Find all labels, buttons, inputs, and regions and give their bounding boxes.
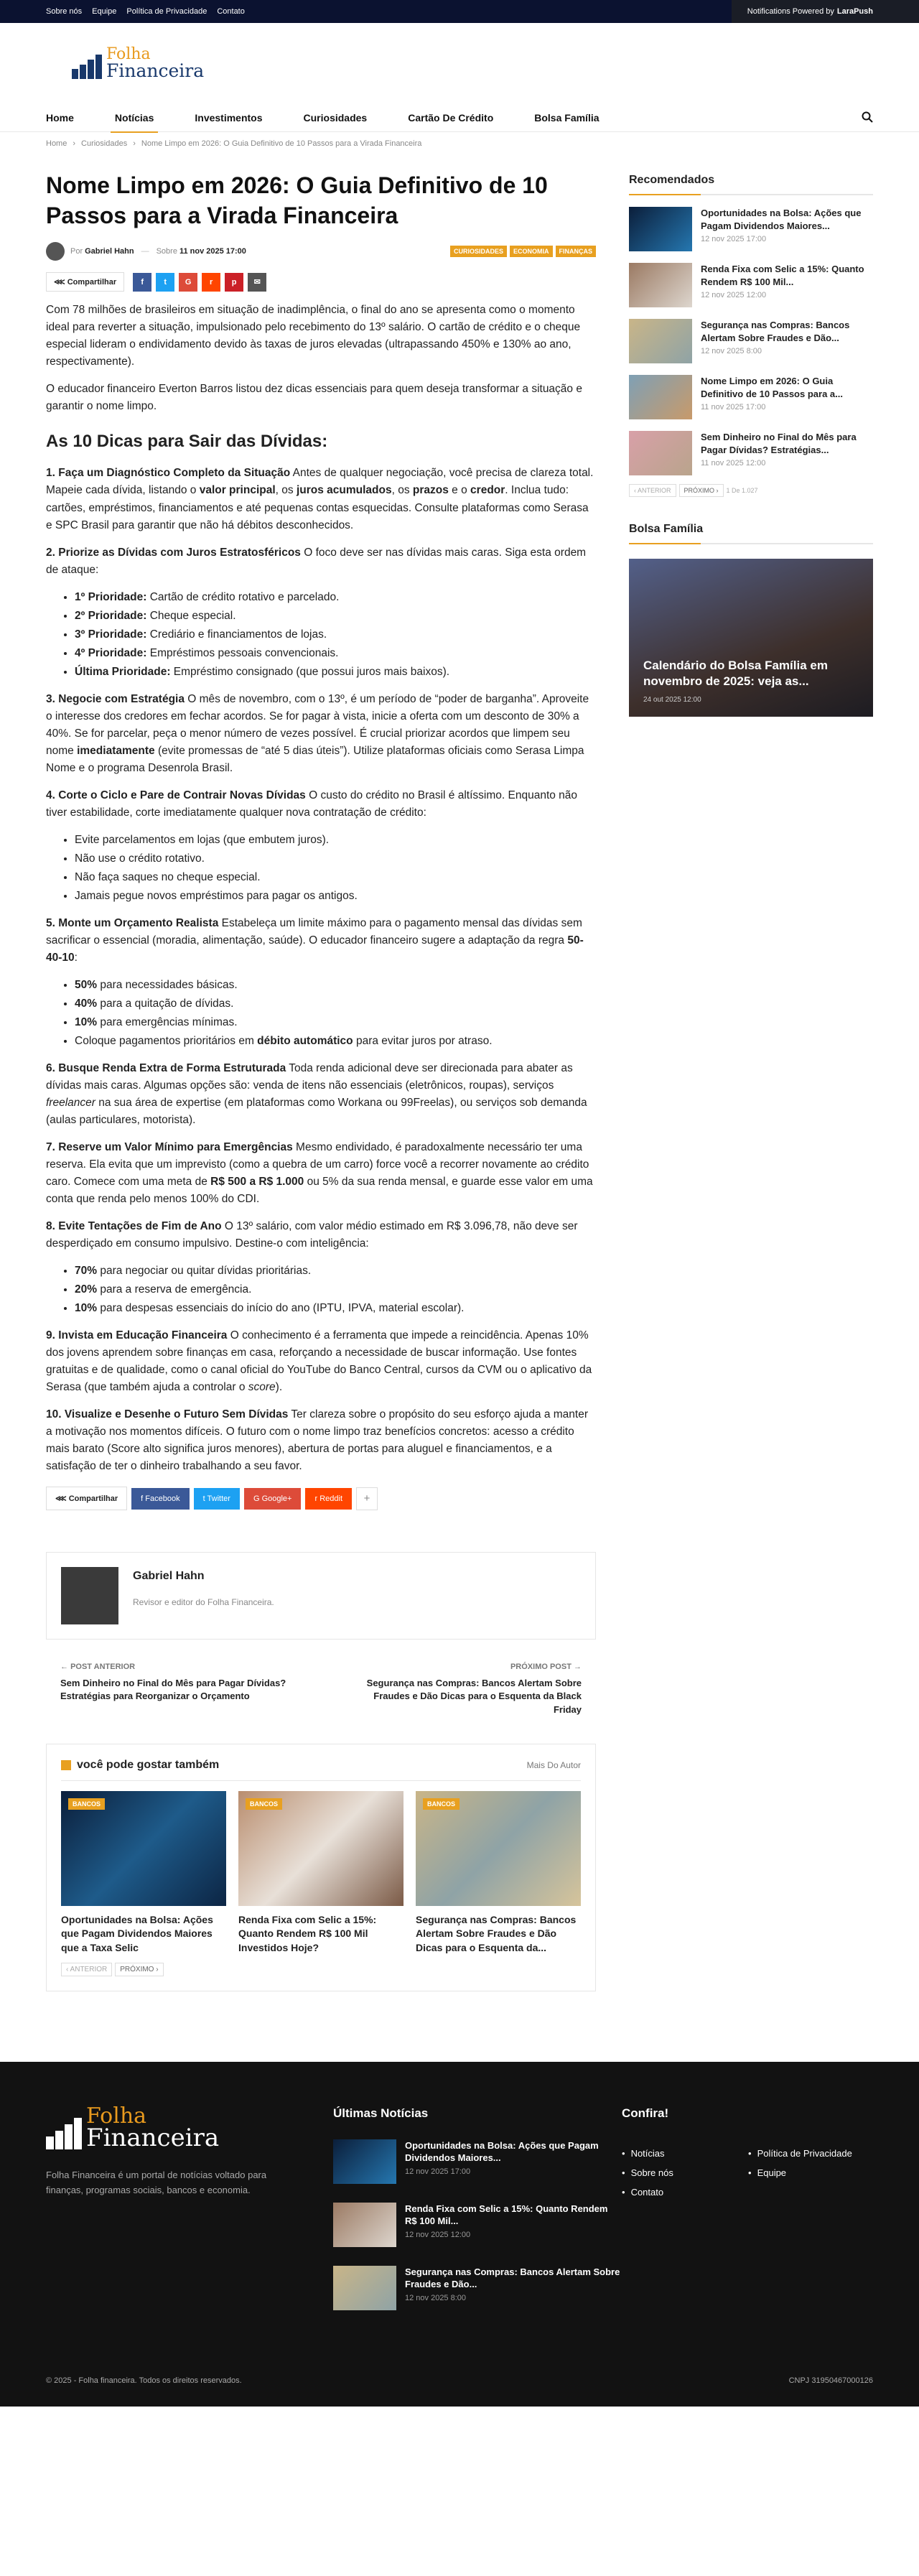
breadcrumb: Home › Curiosidades › Nome Limpo em 2026: O Guia Definitivo de 10 Passos para a Virada Financeira: [46, 139, 422, 148]
tip-5: 5. Monte um Orçamento Realista Estabeleça um limite máximo para o pagamento mensal das dívidas sem sacrificar o essencial (moradia, alimentação, saúde). O educador financeiro sugere a adaptação da regra 50-40-10:: [46, 916, 584, 964]
post-navigation: [46, 1663, 596, 1716]
author-box: [46, 1552, 596, 1640]
facebook-icon[interactable]: f: [133, 273, 151, 292]
list-item: • 20% para a reserva de emergência.: [75, 1281, 596, 1298]
site-footer: [0, 2062, 919, 2407]
top-link-equipe[interactable]: Equipe: [92, 7, 117, 16]
footer-logo[interactable]: Folha Financeira: [46, 2106, 333, 2150]
tip-4: 4. Corte o Ciclo e Pare de Contrair Novas Dívidas O custo do crédito no Brasil é altíssimo. Enquanto não tiver estabilidade, corte imediatamente qualquer nova contratação de crédito:: [46, 789, 578, 819]
share-bar-top: [46, 272, 596, 292]
next-post-link[interactable]: PRÓXIMO POST → Segurança nas Compras: Bancos Alertam Sobre Fraudes e Dão Dicas para o Esquenta da Black Friday: [366, 1663, 582, 1715]
author-name[interactable]: Gabriel Hahn: [85, 247, 134, 256]
budget-list: [75, 977, 596, 1050]
share-label: ⋘ Compartilhar: [46, 1487, 127, 1510]
nav-bolsa-familia[interactable]: Bolsa Família: [534, 111, 600, 124]
list-item: • Última Prioridade: Empréstimo consignado (que possui juros mais baixos).: [75, 664, 596, 681]
sidebar-pager: [629, 484, 873, 497]
nav-cartao[interactable]: Cartão De Crédito: [408, 111, 494, 124]
bolsa-familia-heading: Bolsa Família: [629, 523, 873, 544]
article-title: Nome Limpo em 2026: O Guia Definitivo de 10 Passos para a Virada Financeira: [46, 172, 548, 228]
sidebar-prev-button[interactable]: ‹ ANTERIOR: [629, 484, 676, 497]
logo-text-financeira: Financeira: [106, 60, 205, 81]
list-item: • 1º Prioridade: Cartão de crédito rotativo e parcelado.: [75, 589, 596, 606]
cnpj: CNPJ 31950467000126: [788, 2376, 873, 2385]
logo-bars-icon: [46, 2118, 82, 2149]
nav-noticias[interactable]: Notícias: [115, 103, 154, 132]
tip-7: 7. Reserve um Valor Mínimo para Emergências Mesmo endividado, é paradoxalmente necessário ter uma reserva. Ela evita que um imprevisto (como a quebra de um carro) force você a recorrer novamente ao crédito caro. Comece com uma meta de R$ 500 a R$ 1.000 ou 5% da sua renda mensal, e guarde esse valor em uma conta que renda pelo menos 100% do CDI.: [46, 1140, 593, 1206]
sidebar-post[interactable]: Nome Limpo em 2026: O Guia Definitivo de 10 Passos para a... 11 nov 2025 17:00: [629, 375, 873, 419]
stock-chart-image: BANCOS: [61, 1791, 226, 1906]
list-item: • 40% para a quitação de dívidas.: [75, 995, 596, 1013]
more-by-author-tab[interactable]: Mais Do Autor: [526, 1759, 581, 1770]
twitter-icon[interactable]: t: [156, 273, 174, 292]
footer-link-noticias[interactable]: • Notícias: [622, 2148, 748, 2159]
post-thumbnail: [333, 2266, 396, 2310]
nav-home[interactable]: Home: [46, 111, 74, 124]
logo-text-folha: Folha: [106, 45, 151, 63]
intro-paragraph-1: Com 78 milhões de brasileiros em situação de inadimplência, o final do ano se apresenta como o momento ideal para reverter a situação, impulsionado pelo recebimento do 13º salário. O cartão de crédito e o cheque especial lideram o endividamento devido às taxas de juros elevadas (ultrapassando 450% e 130% ao ano, respectivamente).: [46, 304, 581, 368]
author-photo[interactable]: [61, 1567, 118, 1624]
related-next-button[interactable]: PRÓXIMO ›: [115, 1963, 163, 1976]
author-avatar[interactable]: [46, 242, 65, 261]
top-links: [46, 7, 245, 16]
related-card[interactable]: BANCOS Renda Fixa com Selic a 15%: Quanto Rendem R$ 100 Mil Investidos Hoje?: [238, 1791, 403, 1956]
top-bar: [0, 0, 919, 23]
main-nav: [0, 103, 919, 132]
cut-credit-list: [75, 832, 596, 905]
list-item: • Coloque pagamentos prioritários em débito automático para evitar juros por atraso.: [75, 1033, 596, 1050]
tips-heading: As 10 Dicas para Sair das Dívidas:: [46, 432, 328, 452]
related-title: você pode gostar também: [77, 1758, 220, 1771]
breadcrumb-current: Nome Limpo em 2026: O Guia Definitivo de 10 Passos para a Virada Financeira: [141, 139, 422, 148]
list-item: • 10% para emergências mínimas.: [75, 1014, 596, 1031]
sidebar-post[interactable]: Sem Dinheiro no Final do Mês para Pagar Dívidas? Estratégias... 11 nov 2025 12:00: [629, 431, 873, 475]
priority-list: [75, 589, 596, 681]
bolsa-familia-card[interactable]: Calendário do Bolsa Família em novembro de 2025: veja as... 24 out 2025 12:00: [629, 559, 873, 717]
push-notification-credit[interactable]: Notifications Powered by LaraPush: [732, 0, 919, 23]
related-pager: [61, 1963, 581, 1976]
article-column: [46, 155, 596, 1991]
article-meta: Por Gabriel Hahn — Sobre 11 nov 2025 17:00 CURIOSIDADES ECONOMIA FINANÇAS: [46, 242, 596, 261]
sidebar: [629, 155, 873, 1991]
google-share-button[interactable]: G Google+: [244, 1488, 302, 1510]
list-item: • 50% para necessidades básicas.: [75, 977, 596, 994]
related-posts: [46, 1744, 596, 1991]
footer-links: [622, 2148, 866, 2198]
facebook-share-button[interactable]: f Facebook: [131, 1488, 189, 1510]
recommended-heading: Recomendados: [629, 174, 873, 195]
footer-link-contato[interactable]: • Contato: [622, 2187, 748, 2198]
top-link-sobre[interactable]: Sobre nós: [46, 7, 83, 16]
tip-8: 8. Evite Tentações de Fim de Ano O 13º salário, com valor médio estimado em R$ 3.096,78, não deve ser desperdiçado em consumo impulsivo. Destine-o com inteligência:: [46, 1220, 578, 1250]
list-item: • 2º Prioridade: Cheque especial.: [75, 608, 596, 625]
footer-link-privacidade[interactable]: • Política de Privacidade: [748, 2148, 863, 2159]
sidebar-post[interactable]: Segurança nas Compras: Bancos Alertam Sobre Fraudes e Dão... 12 nov 2025 8:00: [629, 319, 873, 363]
related-prev-button[interactable]: ‹ ANTERIOR: [61, 1963, 112, 1976]
tip-3: 3. Negocie com Estratégia O mês de novembro, com o 13º, é um período de “poder de barganha”. Aproveite o interesse dos credores em fechar acordos. Se for pagar à vista, inicie a oferta com um desconto de 30% a 40%. Se for parcelar, peça o menor número de vezes possível. É crucial priorizar acordos que limpem seu nome imediatamente (evite promessas de “até 5 dias úteis”). Utilize plataformas oficiais como Serasa Limpa Nome e o programa Desenrola Brasil.: [46, 692, 589, 774]
sidebar-post[interactable]: Renda Fixa com Selic a 15%: Quanto Rendem R$ 100 Mil... 12 nov 2025 12:00: [629, 263, 873, 307]
calculator-image: BANCOS: [238, 1791, 403, 1906]
article-body: [46, 302, 596, 1475]
intro-paragraph-2: O educador financeiro Everton Barros listou dez dicas essenciais para quem deseja transformar a situação e garantir o nome limpo.: [46, 383, 582, 413]
author-box-desc: Revisor e editor do Folha Financeira.: [133, 1597, 274, 1608]
sidebar-next-button[interactable]: PRÓXIMO ›: [679, 484, 724, 497]
list-item: • Não use o crédito rotativo.: [75, 850, 596, 868]
footer-confira-heading: Confira!: [622, 2106, 669, 2120]
related-card[interactable]: BANCOS Oportunidades na Bolsa: Ações que Pagam Dividendos Maiores que a Taxa Selic: [61, 1791, 226, 1956]
sidebar-post[interactable]: Oportunidades na Bolsa: Ações que Pagam Dividendos Maiores... 12 nov 2025 17:00: [629, 207, 873, 251]
prev-post-link[interactable]: ← POST ANTERIOR Sem Dinheiro no Final do Mês para Pagar Dívidas? Estratégias para Reorganizar o Orçamento: [60, 1663, 286, 1702]
category-economia[interactable]: ECONOMIA: [510, 246, 553, 257]
top-link-contato[interactable]: Contato: [217, 7, 245, 16]
google-plus-icon[interactable]: G: [179, 273, 197, 292]
footer-description: Folha Financeira é um portal de notícias voltado para finanças, programas sociais, bancos e economia.: [46, 2170, 267, 2196]
header-logo-row: [0, 23, 919, 103]
tip-1: 1. Faça um Diagnóstico Completo da Situação Antes de qualquer negociação, você precisa de clareza total. Mapeie cada dívida, listando o valor principal, os juros acumulados, os prazos e o credor. Inclua tudo: cartões, empréstimos, financiamentos e até pequenas contas esquecidas. Consulte plataformas como Serasa e SPC Brasil para garantir que não há débitos desconhecidos.: [46, 467, 594, 531]
reddit-icon[interactable]: r: [202, 273, 220, 292]
reddit-share-button[interactable]: r Reddit: [305, 1488, 352, 1510]
post-thumbnail: [629, 263, 692, 307]
list-item: • 10% para despesas essenciais do início do ano (IPTU, IPVA, material escolar).: [75, 1300, 596, 1317]
author-box-name[interactable]: Gabriel Hahn: [133, 1570, 205, 1583]
footer-post[interactable]: Oportunidades na Bolsa: Ações que Pagam Dividendos Maiores... 12 nov 2025 17:00: [333, 2139, 622, 2184]
tip-9: 9. Invista em Educação Financeira O conhecimento é a ferramenta que impede a reincidência. Apenas 10% dos jovens aprendem sobre finanças em casa, reforçando a necessidade de buscar informação. Use fontes gratuitas e de qualidade, como o canal oficial do YouTube do Banco Central, cursos da CVM ou o aplicativo da Serasa (que também ajuda a controlar o score).: [46, 1329, 592, 1394]
related-card[interactable]: BANCOS Segurança nas Compras: Bancos Alertam Sobre Fraudes e Dão Dicas para o Esquenta da...: [416, 1791, 581, 1956]
list-item: • Evite parcelamentos em lojas (que embutem juros).: [75, 832, 596, 849]
search-icon[interactable]: [862, 111, 873, 126]
pinterest-icon[interactable]: p: [225, 273, 243, 292]
post-thumbnail: [629, 207, 692, 251]
list-item: • 4º Prioridade: Empréstimos pessoais convencionais.: [75, 645, 596, 662]
banknotes-image: BANCOS: [416, 1791, 581, 1906]
site-logo[interactable]: [72, 47, 204, 80]
list-item: • Não faça saques no cheque especial.: [75, 869, 596, 886]
footer-post[interactable]: Segurança nas Compras: Bancos Alertam Sobre Fraudes e Dão... 12 nov 2025 8:00: [333, 2266, 622, 2310]
sidebar-page-count: 1 De 1.027: [726, 487, 758, 494]
list-item: • Jamais pegue novos empréstimos para pagar os antigos.: [75, 888, 596, 905]
thirteenth-salary-list: [75, 1263, 596, 1317]
post-thumbnail: [629, 375, 692, 419]
post-thumbnail: [333, 2203, 396, 2247]
category-curiosidades[interactable]: CURIOSIDADES: [450, 246, 507, 257]
top-link-privacidade[interactable]: Política de Privacidade: [126, 7, 207, 16]
footer-link-equipe[interactable]: • Equipe: [748, 2167, 863, 2178]
list-item: • 70% para negociar ou quitar dívidas prioritárias.: [75, 1263, 596, 1280]
nav-investimentos[interactable]: Investimentos: [195, 111, 263, 124]
breadcrumb-home[interactable]: Home: [46, 139, 67, 148]
footer-post[interactable]: Renda Fixa com Selic a 15%: Quanto Rendem R$ 100 Mil... 12 nov 2025 12:00: [333, 2203, 622, 2247]
breadcrumb-category[interactable]: Curiosidades: [81, 139, 128, 148]
footer-link-sobre[interactable]: • Sobre nós: [622, 2167, 748, 2178]
twitter-share-button[interactable]: t Twitter: [194, 1488, 240, 1510]
tip-6: 6. Busque Renda Extra de Forma Estruturada Toda renda adicional deve ser direcionada para abater as dívidas mais caras. Algumas opções são: venda de itens não essenciais (eletrônicos, roupas), serviços freelancer na sua área de expertise (em plataformas como Workana ou 99Freelas), ou serviços sob demanda (aulas particulares, motorista).: [46, 1061, 587, 1126]
share-label: ⋘ Compartilhar: [46, 272, 124, 292]
post-date: 11 nov 2025 17:00: [179, 247, 246, 256]
copyright: © 2025 - Folha financeira. Todos os direitos reservados.: [46, 2376, 242, 2385]
post-thumbnail: [629, 319, 692, 363]
logo-bars-icon: [72, 55, 102, 79]
list-item: • 3º Prioridade: Crediário e financiamentos de lojas.: [75, 626, 596, 643]
share-bar-bottom: [46, 1487, 596, 1510]
footer-latest-heading: Últimas Notícias: [333, 2106, 429, 2120]
email-icon[interactable]: ✉: [248, 273, 266, 292]
nav-curiosidades[interactable]: Curiosidades: [303, 111, 368, 124]
tip-10: 10. Visualize e Desenhe o Futuro Sem Dívidas Ter clareza sobre o propósito do seu esforço ajuda a manter a motivação nos momentos difíceis. O futuro com o nome limpo traz benefícios concretos: acesso a crédito mais barato (Score alto significa juros menores), abertura de portas para aluguel e financiamentos, e a satisfação de ter o dinheiro trabalhando a seu favor.: [46, 1408, 588, 1473]
post-thumbnail: [629, 431, 692, 475]
category-financas[interactable]: FINANÇAS: [556, 246, 597, 257]
post-thumbnail: [333, 2139, 396, 2184]
tip-2: 2. Priorize as Dívidas com Juros Estratosféricos O foco deve ser nas dívidas mais caras. Siga esta ordem de ataque:: [46, 546, 587, 576]
more-share-button[interactable]: +: [356, 1487, 378, 1510]
